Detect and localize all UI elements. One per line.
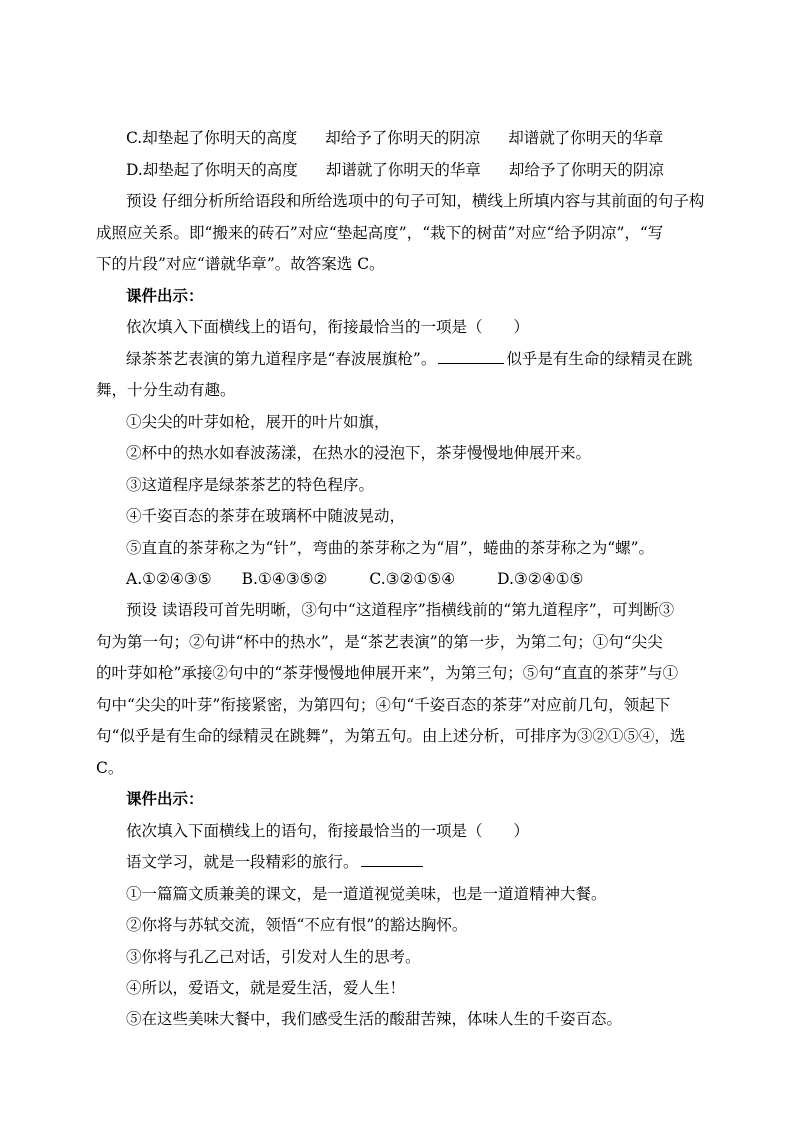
list-item: ④所以，爱语文，就是爱生活，爱人生！: [126, 979, 406, 997]
list-item: ⑤在这些美味大餐中，我们感受生活的酸甜苦辣，体味人生的千姿百态。: [126, 1010, 623, 1028]
fill-blank: [361, 852, 423, 867]
passage-text: 似乎是有生命的绿精灵在跳: [506, 350, 693, 368]
option-d-part2: 却谱就了你明天的华章: [325, 161, 481, 179]
option-d: D.③②④①⑤: [497, 570, 584, 588]
option-a: A.①②④③⑤: [126, 570, 212, 588]
question-prompt: 依次填入下面横线上的语句，衔接最恰当的一项是（ ）: [126, 318, 530, 336]
analysis-line: 预设 读语段可首先明晰，③句中“这道程序”指横线前的“第九道程序”，可判断③: [126, 601, 675, 619]
list-item: ④千姿百态的茶芽在玻璃杯中随波晃动，: [126, 507, 406, 525]
analysis-line: 句为第一句；②句讲“杯中的热水”，是“茶艺表演”的第一步，为第二句；①句“尖尖: [96, 633, 663, 651]
section-heading: 课件出示：: [126, 789, 204, 808]
option-c-part2: 却给予了你明天的阴凉: [325, 129, 481, 147]
list-item: ①一篇篇文质兼美的课文，是一道道视觉美味，也是一道道精神大餐。: [126, 885, 607, 903]
option-d-part1: D.却垫起了你明天的高度: [126, 161, 298, 179]
analysis-line: 预设 仔细分析所给语段和所给选项中的句子可知，横线上所填内容与其前面的句子构: [126, 192, 705, 210]
analysis-line: C。: [96, 759, 124, 777]
list-item: ①尖尖的叶芽如枪，展开的叶片如旗，: [126, 413, 390, 431]
passage-line: 舞，十分生动有趣。: [96, 381, 236, 399]
analysis-line: 下的片段”对应“谱就华章”。故答案选 C。: [96, 255, 385, 273]
analysis-line: 句“似乎是有生命的绿精灵在跳舞”，为第五句。由上述分析，可排序为③②①⑤④，选: [96, 727, 686, 745]
question-prompt: 依次填入下面横线上的语句，衔接最恰当的一项是（ ）: [126, 822, 530, 840]
list-item: ③这道程序是绿茶茶艺的特色程序。: [126, 476, 375, 494]
option-b: B.①④③⑤②: [241, 570, 328, 588]
passage-text: 绿茶茶艺表演的第九道程序是“春波展旗枪”。: [126, 350, 437, 368]
passage-text: 语文学习，就是一段精彩的旅行。: [126, 853, 359, 871]
option-c-part3: 却谱就了你明天的华章: [508, 129, 664, 147]
analysis-line: 的叶芽如枪”承接②句中的“茶芽慢慢地伸展开来”，为第三句；⑤句“直直的茶芽”与①: [96, 664, 679, 682]
analysis-line: 句中“尖尖的叶芽”衔接紧密，为第四句；④句“千姿百态的茶芽”对应前几句，领起下: [96, 696, 671, 714]
answer-options: [126, 569, 583, 589]
passage-line: [126, 349, 692, 369]
list-item: ②你将与苏轼交流，领悟“不应有恨”的豁达胸怀。: [126, 916, 468, 934]
list-item: ③你将与孔乙己对话，引发对人生的思考。: [126, 948, 421, 966]
section-heading: 课件出示：: [126, 286, 204, 305]
list-item: ②杯中的热水如春波荡漾，在热水的浸泡下，茶芽慢慢地伸展开来。: [126, 444, 592, 462]
option-c-part1: C.却垫起了你明天的高度: [126, 129, 298, 147]
fill-blank: [438, 349, 504, 364]
analysis-line: 成照应关系。即“搬来的砖石”对应“垫起高度”，“栽下的树苗”对应“给予阴凉”，“写: [96, 224, 664, 242]
passage-line: [126, 852, 425, 872]
option-d: [126, 160, 664, 180]
option-d-part3: 却给予了你明天的阴凉: [508, 161, 664, 179]
list-item: ⑤直直的茶芽称之为“针”，弯曲的茶芽称之为“眉”，蜷曲的茶芽称之为“螺”。: [126, 539, 655, 557]
option-c: C.③②①⑤④: [369, 570, 456, 588]
option-c: [126, 128, 663, 148]
